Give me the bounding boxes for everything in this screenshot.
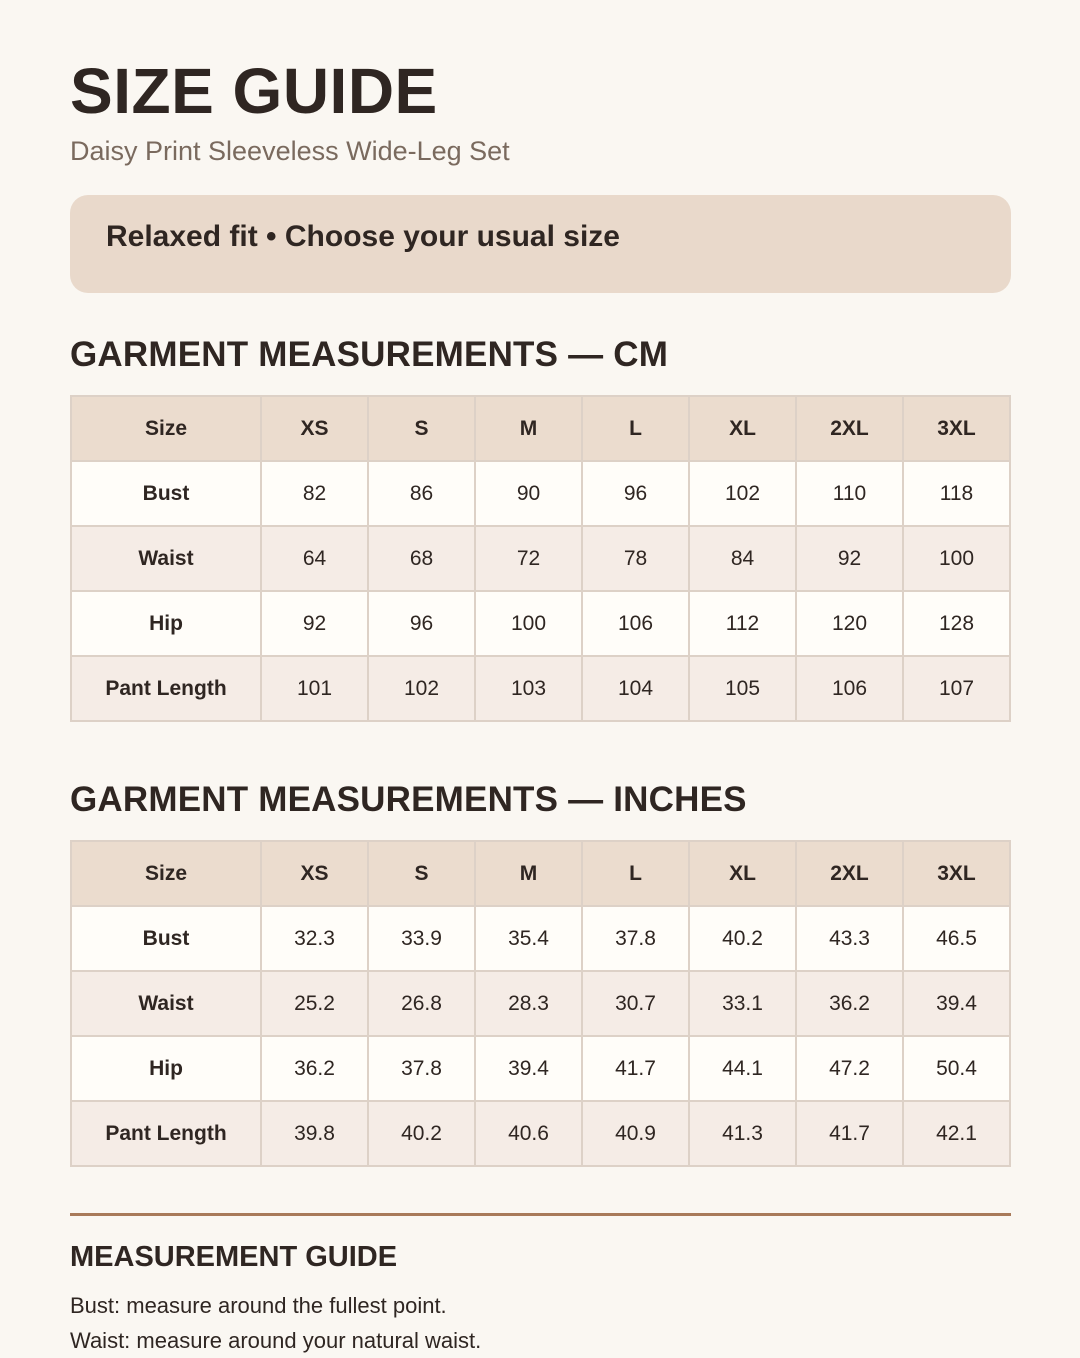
row-label: Bust	[71, 461, 261, 526]
column-header: XS	[261, 396, 368, 461]
measurement-cell: 112	[689, 591, 796, 656]
row-label: Hip	[71, 1036, 261, 1101]
measurement-cell: 100	[475, 591, 582, 656]
column-header: S	[368, 841, 475, 906]
measurement-cell: 26.8	[368, 971, 475, 1036]
measurement-cell: 107	[903, 656, 1010, 721]
measurement-cell: 102	[368, 656, 475, 721]
measurement-cell: 96	[582, 461, 689, 526]
measurement-cell: 105	[689, 656, 796, 721]
table-row	[71, 906, 1010, 971]
measurement-cell: 28.3	[475, 971, 582, 1036]
measurement-guide-list	[70, 1288, 481, 1358]
cm-size-table	[70, 395, 1011, 722]
measurement-cell: 92	[796, 526, 903, 591]
page-title: SIZE GUIDE	[70, 55, 438, 127]
measurement-cell: 39.4	[903, 971, 1010, 1036]
measurement-cell: 106	[796, 656, 903, 721]
column-header: Size	[71, 396, 261, 461]
measurement-cell: 33.1	[689, 971, 796, 1036]
measurement-cell: 86	[368, 461, 475, 526]
measurement-cell: 41.7	[582, 1036, 689, 1101]
measurement-cell: 36.2	[796, 971, 903, 1036]
row-label: Pant Length	[71, 656, 261, 721]
row-label: Bust	[71, 906, 261, 971]
column-header: XL	[689, 841, 796, 906]
measurement-cell: 41.7	[796, 1101, 903, 1166]
measurement-cell: 92	[261, 591, 368, 656]
table-header-row	[71, 841, 1010, 906]
row-label: Waist	[71, 526, 261, 591]
column-header: L	[582, 396, 689, 461]
measurement-cell: 120	[796, 591, 903, 656]
measurement-cell: 37.8	[582, 906, 689, 971]
measurement-cell: 33.9	[368, 906, 475, 971]
measurement-cell: 72	[475, 526, 582, 591]
table-header-row	[71, 396, 1010, 461]
table-row	[71, 526, 1010, 591]
measurement-cell: 110	[796, 461, 903, 526]
column-header: S	[368, 396, 475, 461]
row-label: Pant Length	[71, 1101, 261, 1166]
row-label: Waist	[71, 971, 261, 1036]
column-header: Size	[71, 841, 261, 906]
measurement-cell: 128	[903, 591, 1010, 656]
guide-item: Waist: measure around your natural waist.	[70, 1328, 482, 1353]
measurement-cell: 39.8	[261, 1101, 368, 1166]
measurement-cell: 103	[475, 656, 582, 721]
measurement-cell: 40.2	[689, 906, 796, 971]
measurement-cell: 40.6	[475, 1101, 582, 1166]
table-row	[71, 971, 1010, 1036]
table-row	[71, 1101, 1010, 1166]
measurement-cell: 40.2	[368, 1101, 475, 1166]
measurement-cell: 100	[903, 526, 1010, 591]
measurement-cell: 104	[582, 656, 689, 721]
measurement-cell: 41.3	[689, 1101, 796, 1166]
measurement-cell: 36.2	[261, 1036, 368, 1101]
table-row	[71, 591, 1010, 656]
measurement-cell: 96	[368, 591, 475, 656]
column-header: M	[475, 396, 582, 461]
inches-size-table	[70, 840, 1011, 1167]
section-divider	[70, 1213, 1011, 1216]
measurement-cell: 30.7	[582, 971, 689, 1036]
measurement-guide-title: MEASUREMENT GUIDE	[70, 1241, 398, 1273]
measurement-cell: 82	[261, 461, 368, 526]
measurement-cell: 90	[475, 461, 582, 526]
measurement-cell: 42.1	[903, 1101, 1010, 1166]
measurement-cell: 37.8	[368, 1036, 475, 1101]
measurement-cell: 106	[582, 591, 689, 656]
column-header: 2XL	[796, 841, 903, 906]
measurement-cell: 102	[689, 461, 796, 526]
measurement-cell: 43.3	[796, 906, 903, 971]
table-row	[71, 1036, 1010, 1101]
row-label: Hip	[71, 591, 261, 656]
measurement-cell: 84	[689, 526, 796, 591]
measurement-cell: 32.3	[261, 906, 368, 971]
column-header: XS	[261, 841, 368, 906]
measurement-cell: 64	[261, 526, 368, 591]
column-header: 3XL	[903, 841, 1010, 906]
column-header: 3XL	[903, 396, 1010, 461]
measurement-cell: 47.2	[796, 1036, 903, 1101]
column-header: M	[475, 841, 582, 906]
inches-table-title: GARMENT MEASUREMENTS — INCHES	[70, 780, 747, 819]
product-name: Daisy Print Sleeveless Wide-Leg Set	[70, 136, 510, 166]
measurement-cell: 101	[261, 656, 368, 721]
measurement-cell: 68	[368, 526, 475, 591]
measurement-cell: 39.4	[475, 1036, 582, 1101]
measurement-cell: 35.4	[475, 906, 582, 971]
column-header: 2XL	[796, 396, 903, 461]
fit-note-text: Relaxed fit • Choose your usual size	[106, 220, 620, 253]
cm-table-title: GARMENT MEASUREMENTS — CM	[70, 335, 669, 374]
guide-item: Bust: measure around the fullest point.	[70, 1293, 447, 1318]
column-header: L	[582, 841, 689, 906]
measurement-cell: 50.4	[903, 1036, 1010, 1101]
measurement-cell: 46.5	[903, 906, 1010, 971]
column-header: XL	[689, 396, 796, 461]
measurement-cell: 118	[903, 461, 1010, 526]
measurement-cell: 44.1	[689, 1036, 796, 1101]
table-row	[71, 656, 1010, 721]
measurement-cell: 78	[582, 526, 689, 591]
measurement-cell: 40.9	[582, 1101, 689, 1166]
measurement-cell: 25.2	[261, 971, 368, 1036]
fit-note-banner	[70, 195, 1011, 293]
table-row	[71, 461, 1010, 526]
